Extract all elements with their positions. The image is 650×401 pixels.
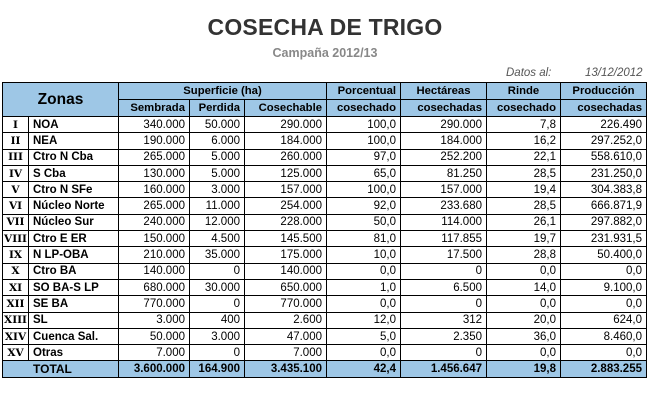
- sembrada-cell: 190.000: [119, 133, 190, 149]
- zone-number: IX: [3, 247, 29, 263]
- zone-name: Cuenca Sal.: [29, 328, 119, 344]
- rinde-cell: 14,0: [487, 279, 561, 295]
- rinde-cell: 19,7: [487, 231, 561, 247]
- table-body: [3, 117, 647, 361]
- produccion-cell: 0,0: [561, 263, 647, 279]
- header-rinde-sub: cosechado: [487, 100, 561, 117]
- produccion-cell: 558.610,0: [561, 149, 647, 165]
- cosechable-cell: 770.000: [245, 296, 327, 312]
- zone-number: II: [3, 133, 29, 149]
- zone-name: S Cba: [29, 165, 119, 181]
- cosechable-cell: 260.000: [245, 149, 327, 165]
- hectareas-cell: 114.000: [401, 214, 487, 230]
- porcentual-cell: 65,0: [327, 165, 401, 181]
- perdida-cell: 5.000: [190, 165, 245, 181]
- porcentual-cell: 50,0: [327, 214, 401, 230]
- table-row: [3, 296, 647, 312]
- table-row: [3, 198, 647, 214]
- porcentual-cell: 0,0: [327, 296, 401, 312]
- total-hectareas: 1.456.647: [401, 361, 487, 377]
- zone-name: Núcleo Sur: [29, 214, 119, 230]
- table-row: [3, 165, 647, 181]
- rinde-cell: 26,1: [487, 214, 561, 230]
- hectareas-cell: 81.250: [401, 165, 487, 181]
- sembrada-cell: 150.000: [119, 231, 190, 247]
- perdida-cell: 30.000: [190, 279, 245, 295]
- total-sembrada: 3.600.000: [119, 361, 190, 377]
- table-row: [3, 214, 647, 230]
- zone-number: XIII: [3, 312, 29, 328]
- hectareas-cell: 157.000: [401, 182, 487, 198]
- perdida-cell: 0: [190, 296, 245, 312]
- header-superficie: Superficie (ha): [119, 83, 327, 100]
- cosechable-cell: 175.000: [245, 247, 327, 263]
- sembrada-cell: 770.000: [119, 296, 190, 312]
- produccion-cell: 226.490: [561, 117, 647, 133]
- produccion-cell: 666.871,9: [561, 198, 647, 214]
- produccion-cell: 0,0: [561, 296, 647, 312]
- porcentual-cell: 0,0: [327, 263, 401, 279]
- perdida-cell: 12.000: [190, 214, 245, 230]
- total-perdida: 164.900: [190, 361, 245, 377]
- rinde-cell: 36,0: [487, 328, 561, 344]
- date-row: [0, 67, 650, 81]
- page-subtitle: Campaña 2012/13: [272, 46, 378, 60]
- cosechable-cell: 184.000: [245, 133, 327, 149]
- cosechable-cell: 145.500: [245, 231, 327, 247]
- perdida-cell: 0: [190, 263, 245, 279]
- zone-number: I: [3, 117, 29, 133]
- table-row: [3, 247, 647, 263]
- total-rinde: 19,8: [487, 361, 561, 377]
- rinde-cell: 0,0: [487, 263, 561, 279]
- rinde-cell: 0,0: [487, 296, 561, 312]
- produccion-cell: 9.100,0: [561, 279, 647, 295]
- zone-number: VIII: [3, 231, 29, 247]
- zone-number: X: [3, 263, 29, 279]
- produccion-cell: 50.400,0: [561, 247, 647, 263]
- table-row: [3, 231, 647, 247]
- total-row: [3, 361, 647, 377]
- sembrada-cell: 3.000: [119, 312, 190, 328]
- hectareas-cell: 312: [401, 312, 487, 328]
- rinde-cell: 16,2: [487, 133, 561, 149]
- rinde-cell: 0,0: [487, 345, 561, 361]
- perdida-cell: 11.000: [190, 198, 245, 214]
- header-sembrada: Sembrada: [119, 100, 190, 117]
- cosechable-cell: 2.600: [245, 312, 327, 328]
- header-porcentual-sub: cosechado: [327, 100, 401, 117]
- porcentual-cell: 10,0: [327, 247, 401, 263]
- zone-number: XV: [3, 345, 29, 361]
- zone-number: XIV: [3, 328, 29, 344]
- perdida-cell: 50.000: [190, 117, 245, 133]
- cosechable-cell: 650.000: [245, 279, 327, 295]
- hectareas-cell: 0: [401, 345, 487, 361]
- produccion-cell: 624,0: [561, 312, 647, 328]
- page-title: COSECHA DE TRIGO: [207, 14, 443, 40]
- perdida-cell: 6.000: [190, 133, 245, 149]
- porcentual-cell: 1,0: [327, 279, 401, 295]
- header-produccion: Producción: [561, 83, 647, 100]
- header-perdida: Perdida: [190, 100, 245, 117]
- table-row: [3, 328, 647, 344]
- table-row: [3, 117, 647, 133]
- total-porcentual: 42,4: [327, 361, 401, 377]
- perdida-cell: 0: [190, 345, 245, 361]
- perdida-cell: 4.500: [190, 231, 245, 247]
- zone-number: VII: [3, 214, 29, 230]
- hectareas-cell: 290.000: [401, 117, 487, 133]
- porcentual-cell: 5,0: [327, 328, 401, 344]
- sembrada-cell: 240.000: [119, 214, 190, 230]
- zone-name: NOA: [29, 117, 119, 133]
- table-row: [3, 149, 647, 165]
- header-hectareas-sub: cosechadas: [401, 100, 487, 117]
- produccion-cell: 304.383,8: [561, 182, 647, 198]
- zone-number: XII: [3, 296, 29, 312]
- table-row: [3, 182, 647, 198]
- harvest-table: [2, 82, 647, 378]
- cosechable-cell: 47.000: [245, 328, 327, 344]
- sembrada-cell: 7.000: [119, 345, 190, 361]
- table-row: [3, 263, 647, 279]
- hectareas-cell: 252.200: [401, 149, 487, 165]
- header-produccion-sub: cosechadas: [561, 100, 647, 117]
- header-cosechable: Cosechable: [245, 100, 327, 117]
- perdida-cell: 5.000: [190, 149, 245, 165]
- hectareas-cell: 17.500: [401, 247, 487, 263]
- porcentual-cell: 92,0: [327, 198, 401, 214]
- sembrada-cell: 210.000: [119, 247, 190, 263]
- header-zonas: Zonas: [3, 83, 119, 117]
- zone-name: Núcleo Norte: [29, 198, 119, 214]
- table-row: [3, 312, 647, 328]
- zone-name: Ctro BA: [29, 263, 119, 279]
- rinde-cell: 28,5: [487, 198, 561, 214]
- zone-name: N LP-OBA: [29, 247, 119, 263]
- perdida-cell: 400: [190, 312, 245, 328]
- porcentual-cell: 97,0: [327, 149, 401, 165]
- header-rinde: Rinde: [487, 83, 561, 100]
- porcentual-cell: 12,0: [327, 312, 401, 328]
- perdida-cell: 3.000: [190, 328, 245, 344]
- perdida-cell: 35.000: [190, 247, 245, 263]
- zone-name: Ctro N SFe: [29, 182, 119, 198]
- cosechable-cell: 290.000: [245, 117, 327, 133]
- sembrada-cell: 50.000: [119, 328, 190, 344]
- sembrada-cell: 680.000: [119, 279, 190, 295]
- zone-name: Ctro E ER: [29, 231, 119, 247]
- porcentual-cell: 100,0: [327, 182, 401, 198]
- sembrada-cell: 265.000: [119, 149, 190, 165]
- hectareas-cell: 233.680: [401, 198, 487, 214]
- produccion-cell: 231.931,5: [561, 231, 647, 247]
- rinde-cell: 7,8: [487, 117, 561, 133]
- rinde-cell: 28,8: [487, 247, 561, 263]
- cosechable-cell: 228.000: [245, 214, 327, 230]
- hectareas-cell: 6.500: [401, 279, 487, 295]
- date-value: 13/12/2012: [585, 67, 643, 79]
- sembrada-cell: 265.000: [119, 198, 190, 214]
- hectareas-cell: 117.855: [401, 231, 487, 247]
- table-row: [3, 279, 647, 295]
- zone-name: SL: [29, 312, 119, 328]
- table-header: [3, 83, 647, 117]
- cosechable-cell: 125.000: [245, 165, 327, 181]
- header-hectareas: Hectáreas: [401, 83, 487, 100]
- zone-name: SE BA: [29, 296, 119, 312]
- cosechable-cell: 157.000: [245, 182, 327, 198]
- total-cosechable: 3.435.100: [245, 361, 327, 377]
- hectareas-cell: 2.350: [401, 328, 487, 344]
- rinde-cell: 22,1: [487, 149, 561, 165]
- hectareas-cell: 0: [401, 296, 487, 312]
- produccion-cell: 297.882,0: [561, 214, 647, 230]
- zone-number: III: [3, 149, 29, 165]
- produccion-cell: 297.252,0: [561, 133, 647, 149]
- porcentual-cell: 100,0: [327, 117, 401, 133]
- table-row: [3, 345, 647, 361]
- zone-number: V: [3, 182, 29, 198]
- total-label: TOTAL: [3, 361, 119, 377]
- sembrada-cell: 140.000: [119, 263, 190, 279]
- sembrada-cell: 130.000: [119, 165, 190, 181]
- zone-name: NEA: [29, 133, 119, 149]
- header-porcentual: Porcentual: [327, 83, 401, 100]
- rinde-cell: 28,5: [487, 165, 561, 181]
- perdida-cell: 3.000: [190, 182, 245, 198]
- table-row: [3, 133, 647, 149]
- sembrada-cell: 160.000: [119, 182, 190, 198]
- porcentual-cell: 0,0: [327, 345, 401, 361]
- total-produccion: 2.883.255: [561, 361, 647, 377]
- zone-number: VI: [3, 198, 29, 214]
- cosechable-cell: 140.000: [245, 263, 327, 279]
- date-label: Datos al:: [506, 67, 552, 79]
- produccion-cell: 8.460,0: [561, 328, 647, 344]
- hectareas-cell: 0: [401, 263, 487, 279]
- zone-name: Ctro N Cba: [29, 149, 119, 165]
- cosechable-cell: 254.000: [245, 198, 327, 214]
- rinde-cell: 20,0: [487, 312, 561, 328]
- produccion-cell: 0,0: [561, 345, 647, 361]
- produccion-cell: 231.250,0: [561, 165, 647, 181]
- zone-number: IV: [3, 165, 29, 181]
- sembrada-cell: 340.000: [119, 117, 190, 133]
- rinde-cell: 19,4: [487, 182, 561, 198]
- hectareas-cell: 184.000: [401, 133, 487, 149]
- zone-name: Otras: [29, 345, 119, 361]
- cosechable-cell: 7.000: [245, 345, 327, 361]
- zone-number: XI: [3, 279, 29, 295]
- porcentual-cell: 100,0: [327, 133, 401, 149]
- porcentual-cell: 81,0: [327, 231, 401, 247]
- zone-name: SO BA-S LP: [29, 279, 119, 295]
